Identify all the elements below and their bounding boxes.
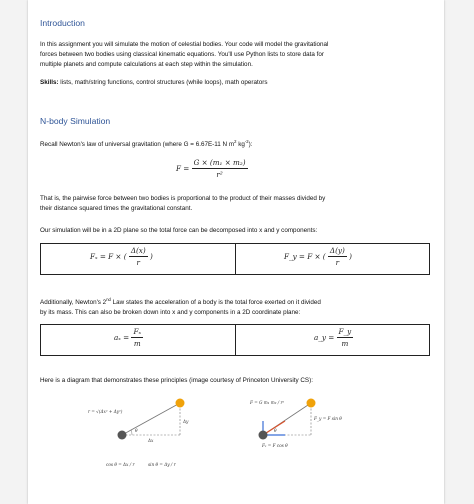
gravity-numerator: G × (m₁ × m₂) — [193, 158, 246, 167]
fx-lhs: Fₓ = F × ( — [90, 252, 127, 261]
fx-denominator: r — [136, 258, 140, 267]
ay-equation — [314, 327, 353, 348]
gravity-denominator: r² — [216, 170, 223, 179]
intro-paragraph — [40, 40, 432, 71]
fx-label: Fₓ = F cos θ — [262, 443, 288, 448]
recall-sup-1: 2 — [234, 139, 237, 144]
fy-equation — [284, 246, 352, 267]
skills-label: Skills: — [40, 79, 59, 86]
ax-fraction — [131, 327, 143, 348]
intro-line-1: In this assignment you will simulate the motion of celestial bodies. Your code will model the gravitational — [40, 41, 329, 48]
distance-line — [122, 403, 180, 435]
theta-label-left: θ — [135, 428, 138, 433]
theta-label-right: θ — [274, 428, 277, 433]
newton-second-line-1 — [40, 295, 432, 308]
nbody-heading: N-body Simulation — [40, 116, 111, 126]
box-divider — [235, 325, 236, 355]
intro-line-3: multiple planets and compute calculations at each step within the simulation. — [40, 61, 253, 69]
body-two-ball — [307, 399, 316, 408]
ay-numerator: F_y — [338, 327, 352, 336]
ay-denominator: m — [341, 339, 349, 348]
fy-lhs: F_y = F × ( — [284, 252, 326, 261]
cos-label: cos θ = Δx / r — [106, 462, 135, 467]
pairwise-line-2: their distance squared times the gravitational constant. — [40, 205, 193, 213]
r-formula-label: r = √(Δx² + Δy²) — [88, 409, 123, 414]
ax-lhs: aₓ = — [114, 333, 130, 342]
fraction-bar — [337, 337, 354, 338]
ay-lhs: a_y = — [314, 333, 335, 342]
sin-label: sin θ = Δy / r — [148, 462, 176, 467]
recall-prefix: Recall Newton's law of universal gravitation (where G = 6.67E-11 N m — [40, 141, 235, 149]
fy-numerator: Δ(y) — [329, 246, 345, 255]
recall-line — [40, 137, 432, 150]
gravity-lhs: F = — [176, 164, 190, 173]
f-formula-label: F = G m₁ m₂ / r² — [250, 400, 285, 405]
ay-fraction — [337, 327, 354, 348]
skills-line — [40, 78, 432, 88]
recall-suffix: ): — [248, 141, 253, 149]
ax-equation — [114, 327, 143, 348]
pairwise-line-1: That is, the pairwise force between two bodies is proportional to the product of their masses divided by — [40, 195, 326, 202]
newton-second-paragraph — [40, 295, 432, 319]
introduction-heading: Introduction — [40, 18, 85, 28]
fx-fraction — [129, 246, 148, 267]
document-page — [28, 0, 444, 504]
force-diagram — [233, 395, 353, 475]
fx-close: ) — [149, 252, 153, 261]
diagram-caption: Here is a diagram that demonstrates these principles (image courtesy of Princeton University CS): — [40, 377, 313, 384]
ax-denominator: m — [133, 339, 141, 348]
body-two-ball — [176, 399, 185, 408]
fy-close: ) — [349, 252, 352, 261]
skills-text: lists, math/string functions, control structures (while loops), math operators — [58, 79, 268, 86]
theta-arc — [131, 430, 132, 435]
newton-second-line-2: by its mass. This can also be broken down into x and y components in a 2D coordinate plane: — [40, 309, 301, 317]
dx-label: Δx — [148, 438, 154, 443]
fraction-bar — [129, 256, 148, 257]
newton-second-suffix: Law states the acceleration of a body is the total force exerted on it divided — [110, 299, 321, 307]
fraction-bar — [328, 256, 347, 257]
acceleration-box — [40, 324, 430, 356]
fraction-bar — [192, 168, 248, 169]
gravity-equation — [176, 158, 248, 179]
fy-fraction — [328, 246, 347, 267]
fy-label: F_y = F sin θ — [314, 416, 342, 421]
ax-numerator: Fₓ — [133, 327, 141, 336]
plane-line: Our simulation will be in a 2D plane so the total force can be decomposed into x and y components: — [40, 227, 318, 234]
gravity-fraction — [192, 158, 248, 179]
fx-numerator: Δ(x) — [130, 246, 146, 255]
fx-equation — [90, 246, 153, 267]
dy-label: Δy — [183, 419, 189, 424]
fraction-bar — [131, 337, 143, 338]
box-divider — [235, 244, 236, 274]
pairwise-paragraph — [40, 194, 432, 214]
newton-second-sup: nd — [106, 297, 111, 302]
recall-mid: kg — [236, 141, 245, 149]
newton-second-prefix: Additionally, Newton's 2 — [40, 299, 107, 307]
recall-sup-2: -2 — [244, 139, 249, 144]
body-one-ball — [259, 431, 268, 440]
fy-denominator: r — [335, 258, 340, 267]
intro-line-2: forces between two bodies using classical kinematic equations. You'll use Python lists to store data for — [40, 51, 325, 59]
body-one-ball — [118, 431, 127, 440]
